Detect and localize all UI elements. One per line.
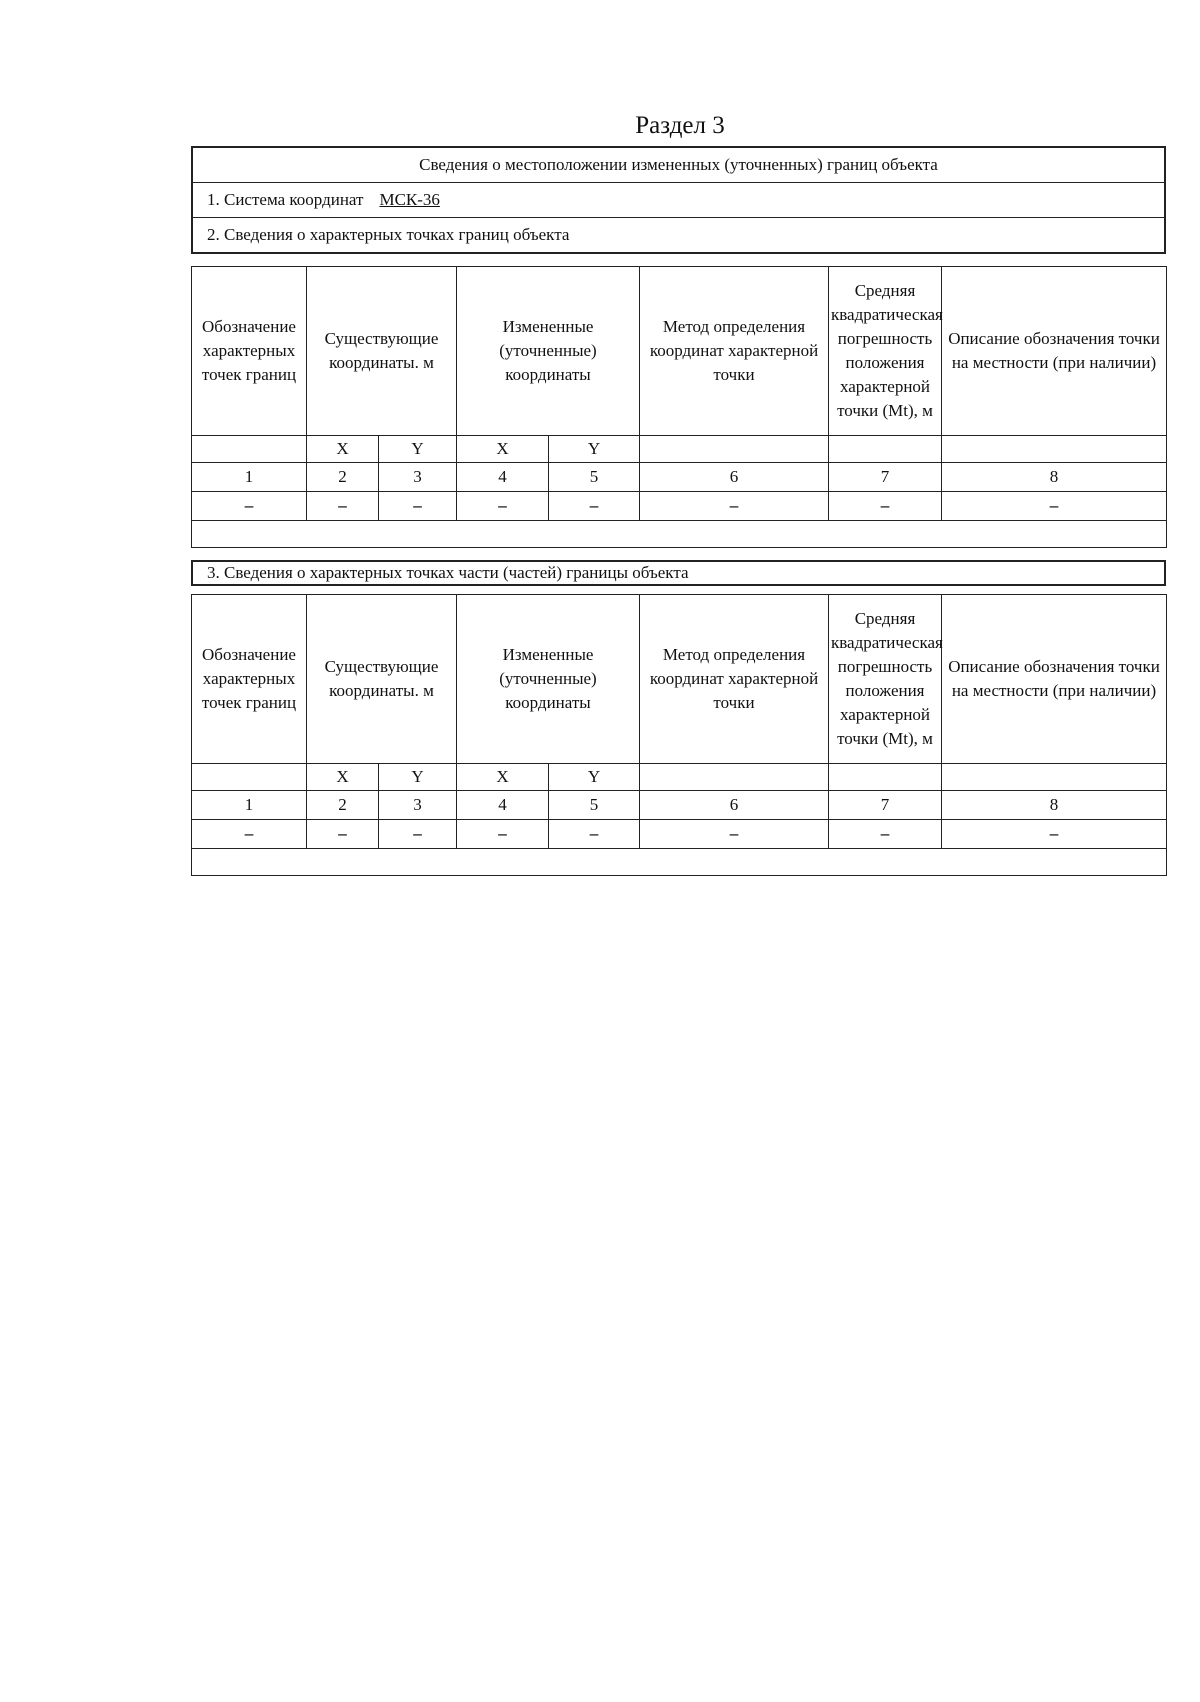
column-number: 2	[307, 463, 379, 492]
column-number-row	[192, 791, 1167, 820]
col-method: Метод определения координат характерной точки	[640, 267, 829, 436]
column-number: 4	[457, 791, 549, 820]
column-number-row	[192, 463, 1167, 492]
col-changed-coords: Измененные (уточненные) координаты	[457, 595, 640, 764]
dash-cell: –	[640, 492, 829, 521]
col-existing-coords: Существующие координаты. м	[307, 267, 457, 436]
column-number: 8	[942, 463, 1167, 492]
axis-cell	[192, 764, 307, 791]
col-point-label: Обозначение характерных точек границ	[192, 595, 307, 764]
axis-x: X	[457, 436, 549, 463]
blank-row	[192, 849, 1167, 876]
column-number: 8	[942, 791, 1167, 820]
coord-system-row	[193, 183, 1164, 218]
header-heading: Сведения о местоположении измененных (уточненных) границ объекта	[193, 148, 1164, 183]
section-title: Раздел 3	[635, 112, 725, 139]
column-number: 6	[640, 463, 829, 492]
col-method: Метод определения координат характерной точки	[640, 595, 829, 764]
axis-row	[192, 764, 1167, 791]
axis-y: Y	[549, 436, 640, 463]
coord-system-value: МСК-36	[379, 190, 440, 209]
column-number: 1	[192, 463, 307, 492]
dash-cell: –	[307, 820, 379, 849]
axis-row	[192, 436, 1167, 463]
dash-cell: –	[829, 492, 942, 521]
header-box	[191, 146, 1166, 254]
col-existing-coords: Существующие координаты. м	[307, 595, 457, 764]
dash-cell: –	[549, 820, 640, 849]
table-header-row	[192, 267, 1167, 436]
dash-cell: –	[457, 820, 549, 849]
axis-cell	[829, 764, 942, 791]
col-changed-coords: Измененные (уточненные) координаты	[457, 267, 640, 436]
column-number: 3	[379, 791, 457, 820]
dash-cell: –	[549, 492, 640, 521]
column-number: 2	[307, 791, 379, 820]
points-heading: 2. Сведения о характерных точках границ объекта	[207, 225, 570, 244]
dash-cell: –	[829, 820, 942, 849]
col-description: Описание обозначения точки на местности (при наличии)	[942, 267, 1167, 436]
axis-y: Y	[379, 436, 457, 463]
part-points-table	[191, 594, 1167, 876]
column-number: 5	[549, 463, 640, 492]
column-number: 3	[379, 463, 457, 492]
dash-cell: –	[192, 492, 307, 521]
axis-x: X	[457, 764, 549, 791]
col-error: Средняя квадратическая погрешность положения характерной точки (Mt), м	[829, 595, 942, 764]
column-number: 1	[192, 791, 307, 820]
axis-y: Y	[379, 764, 457, 791]
axis-x: X	[307, 764, 379, 791]
coord-system-label: 1. Система координат	[207, 190, 364, 209]
dash-cell: –	[379, 492, 457, 521]
col-description: Описание обозначения точки на местности (при наличии)	[942, 595, 1167, 764]
blank-row	[192, 521, 1167, 548]
axis-cell	[829, 436, 942, 463]
axis-cell	[192, 436, 307, 463]
col-error: Средняя квадратическая погрешность положения характерной точки (Mt), м	[829, 267, 942, 436]
col-point-label: Обозначение характерных точек границ	[192, 267, 307, 436]
column-number: 4	[457, 463, 549, 492]
axis-cell	[942, 436, 1167, 463]
blank-cell	[192, 849, 1167, 876]
points-table	[191, 266, 1167, 548]
axis-cell	[942, 764, 1167, 791]
axis-x: X	[307, 436, 379, 463]
dash-cell: –	[457, 492, 549, 521]
blank-cell	[192, 521, 1167, 548]
axis-cell	[640, 436, 829, 463]
dash-cell: –	[307, 492, 379, 521]
dash-cell: –	[192, 820, 307, 849]
dash-cell: –	[942, 820, 1167, 849]
part-heading: 3. Сведения о характерных точках части (частей) границы объекта	[191, 560, 1166, 586]
axis-y: Y	[549, 764, 640, 791]
column-number: 5	[549, 791, 640, 820]
column-number: 7	[829, 791, 942, 820]
column-number: 6	[640, 791, 829, 820]
column-number: 7	[829, 463, 942, 492]
axis-cell	[640, 764, 829, 791]
table-row	[192, 820, 1167, 849]
table-header-row	[192, 595, 1167, 764]
dash-cell: –	[942, 492, 1167, 521]
dash-cell: –	[379, 820, 457, 849]
dash-cell: –	[640, 820, 829, 849]
table-row	[192, 492, 1167, 521]
